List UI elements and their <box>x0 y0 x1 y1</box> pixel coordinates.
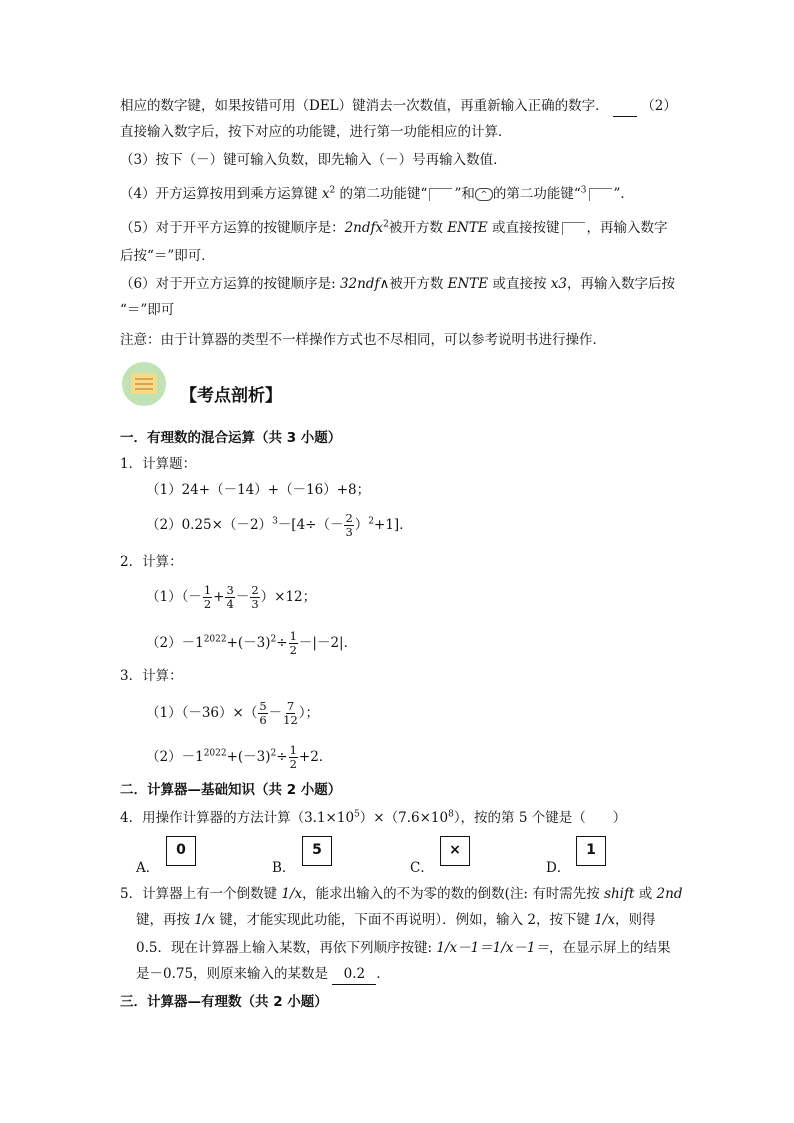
key-0-icon: 0 <box>166 836 196 866</box>
q1-part-1: （1）24+（－14）+（－16）+8； <box>146 482 371 498</box>
fraction: $\frac{2}{3}$ <box>251 583 259 611</box>
q5-line-3: 0.5．现在计算器上输入某数，再依下列顺序按键: 1/x－1＝1/x－1＝，在显示屏上的结果 <box>136 940 671 956</box>
key-1-icon: 1 <box>576 836 606 866</box>
q4-stem: 4．用操作计算器的方法计算$(3.1\times 10^5)\times(7.6\times 10^8)$，按的第 5 个键是（ ） <box>120 809 627 826</box>
q2-part-1: （1）（－ $\frac{1}{2}$ + $\frac{3}{4}$ － $\frac{2}{3}$ ）×12； <box>146 583 317 611</box>
fraction: $\frac{7}{12}$ <box>283 699 298 727</box>
notebook-icon <box>122 362 166 406</box>
fraction: $\frac{1}{2}$ <box>289 743 297 771</box>
sqrt-key-icon <box>429 188 452 201</box>
heading-2: 二．计算器—基础知识（共 2 小题） <box>120 782 342 798</box>
intro-line-5: （5）对于开平方运算的按键顺序是：2ndfx$^2$被开方数 ENTE 或直接按键 ，再输入数字 <box>120 219 668 236</box>
key-multiply-icon: × <box>440 836 470 866</box>
q5-line-4: 是－0.75，则原来输入的某数是 0.2 ． <box>136 964 390 985</box>
intro-line-6b: “＝”即可 <box>120 302 175 318</box>
blank-line <box>613 96 637 117</box>
q1-title: 1．计算题： <box>120 456 197 472</box>
intro-line-4: （4）开方运算按用到乘方运算键 $x^2$ 的第二功能键“ ”和 ^ 的第二功能键“$^3$ ”． <box>120 185 634 202</box>
q3-part-2: $(2)-1^{2022}+(-3)^2\div$ $\frac{1}{2}$ +2． <box>146 743 333 771</box>
q3-title: 3．计算： <box>120 668 183 684</box>
q1-part-2: $(2)0.25\times(-2)^3-[4\div(-$ $\frac{2}{3}$ ）$^2$+1]． <box>146 511 413 539</box>
sqrt-key-icon <box>562 222 585 235</box>
q5-line-1: 5．计算器上有一个倒数键 1/x，能求出输入的不为零的数的倒数(注: 有时需先按 shift 或 2nd <box>120 886 683 902</box>
intro-note: 注意：由于计算器的类型不一样操作方式也不尽相同，可以参考说明书进行操作． <box>120 332 606 348</box>
q2-title: 2．计算： <box>120 554 183 570</box>
intro-line-5b: 后按“＝”即可． <box>120 248 215 264</box>
intro-text-1: 相应的数字键，如果按错可用（DEL）键消去一次数值，再重新输入正确的数字． <box>120 98 609 114</box>
fraction: $\frac{2}{3}$ <box>345 511 353 539</box>
caret-key-icon: ^ <box>475 188 493 201</box>
fraction: $\frac{1}{2}$ <box>289 629 297 657</box>
q3-part-1: （1）（－36）×（ $\frac{5}{6}$ － $\frac{7}{12}$ ）； <box>146 699 320 727</box>
section-title: 【考点剖析】 <box>180 386 282 406</box>
q2-part-2: $(2)-1^{2022}+(-3)^2\div$ $\frac{1}{2}$ －|－2|． <box>146 629 358 657</box>
heading-1: 一．有理数的混合运算（共 3 小题） <box>120 430 342 446</box>
fraction: $\frac{1}{2}$ <box>203 583 212 611</box>
fraction: $\frac{3}{4}$ <box>226 583 234 611</box>
answer-blank: 0.2 <box>332 964 376 985</box>
heading-3: 三．计算器—有理数（共 2 小题） <box>120 994 328 1010</box>
fraction: $\frac{5}{6}$ <box>259 699 267 727</box>
intro-line-2: 直接输入数字后，按下对应的功能键，进行第一功能相应的计算． <box>120 124 512 140</box>
intro-line-6: （6）对于开立方运算的按键顺序是: 32ndf∧被开方数 ENTE 或直接按 x3，再输入数字后按 <box>120 276 675 292</box>
q5-line-2: 键，再按 1/x 键，才能实现此功能，下面不再说明）．例如，输入 2，按下键 1/x，则得 <box>136 912 656 928</box>
intro-line-1: 相应的数字键，如果按错可用（DEL）键消去一次数值，再重新输入正确的数字． （2） <box>120 96 677 117</box>
cube-root-key-icon <box>589 188 612 201</box>
key-5-icon: 5 <box>302 836 332 866</box>
intro-line-3: （3）按下（－）键可输入负数，即先输入（－）号再输入数值． <box>120 152 507 168</box>
